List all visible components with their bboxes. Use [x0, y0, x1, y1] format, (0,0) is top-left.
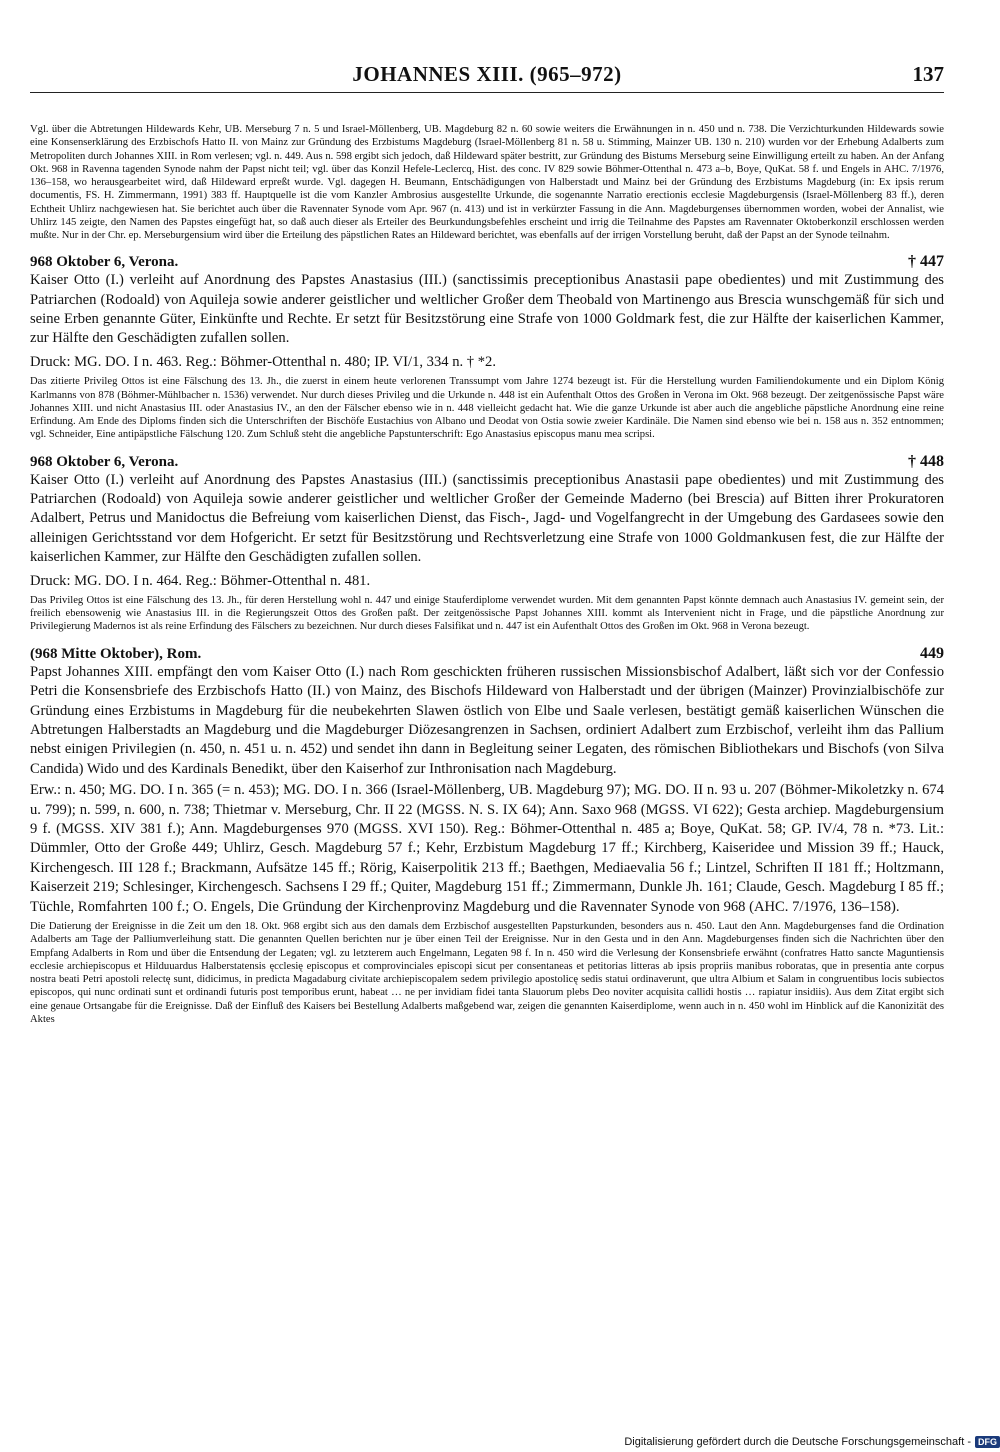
intro-footnote: Vgl. über die Abtretungen Hildewards Kehr, UB. Merseburg 7 n. 5 und Israel-Möllenberg, UB. Magdeburg 82 n. 60 sowie weiters die Erwähnungen in n. 450 und n. 738. Die Verzichturkunden Hildewards sowie eine Konsenserklärung des Erzbischofs Hatto II. von Mainz zur Gründung des Erzbistums Magdeburg (Israel-Möllenberg 81 n. 58 u. Stimming, Mainzer UB. 130 n. 210) wurden vor der Erhebung Adalberts zum Metropoliten durch Johannes XIII. in Rom verlesen; vgl. n. 449. Aus n. 598 ergibt sich jedoch, daß Hildeward später bestritt, zur Gründung des Bistums Merseburg seine Einwilligung erteilt zu haben. An der Anfang Okt. 968 in Ravenna tagenden Synode nahm der Papst nicht teil; vgl. über das Konzil Hefele-Leclercq, Hist. des conc. IV 829 sowie Böhmer-Ottenthal n. 473 a–b, Boye, QuKat. 58 f. und Engels in AHC. 7/1976, 136–158, wo herausgearbeitet wird, daß Hildeward erpreßt wurde. Vgl. dagegen H. Beumann, Entschädigungen von Halberstadt und Mainz bei der Gründung des Erzbistums Magdeburg (in: Ex ipsis rerum documentis, FS. H. Zimmermann, 1991) 383 ff. Hauptquelle ist die vom Kanzler Ambrosius ausgestellte Urkunde, die sogenannte Narratio erectionis ecclesie Magdeburgensis (Israel-Möllenberg 83 ff.), deren Echtheit Uhlirz nachgewiesen hat. Sie berichtet auch über die Ravennater Synode vom Apr. 967 (n. 413) und ist in verkürzter Fassung in die Ann. Magdeburgenses übernommen worden, wobei der Annalist, wie Uhlirz 145 zeigte, den Namen des Papstes eingefügt hat, so daß auch dieser als Erteiler des Beurkundungsbefehles erscheint und irrig die Teilnahme des Papstes am Ravennater Oktoberkonzil erschlossen werden mußte. Nur in der Chr. ep. Merseburgensium wird über die Erteilung des päpstlichen Rates an Hildeward berichtet, was ebenfalls auf der irrigen Vorstellung beruht, daß der Papst an der Synode teilnahm. — [30, 124, 944, 241]
document-page — [30, 58, 944, 1026]
entry-447-body: Kaiser Otto (I.) verleiht auf Anordnung des Papstes Anastasius (III.) (sanctissimis preceptionibus Anastasii pape obedientes) und mit Zustimmung des Patriarchen (Rodoald) von Aquileja sowie anderer geistlicher und weltlicher Großer dem Theobald von Martinengo aus Brescia wunschgemäß für sich und seine Erben genannte Güter, Einkünfte und Rechte. Er setzt für Besitzstörung eine Strafe von 1000 Goldmark fest, die zur Hälfte der kaiserlichen Kammer, zur Hälfte den Geschädigten zufallen sollen. — [30, 272, 944, 347]
entry-448-body: Kaiser Otto (I.) verleiht auf Anordnung des Papstes Anastasius (III.) (sanctissimis preceptionibus Anastasii pape obedientes) und mit Zustimmung des Patriarchen (Rodoald) von Aquileja sowie anderer geistlicher und weltlicher Großer der Gemeinde Maderno (bei Brescia) auf Bitten ihrer Prokuratoren Adalbert, Petrus und Manidoctus die Befreiung vom kaiserlichen Dienst, das Fisch-, Jagd- und Vogelfangrecht in der Umgebung des Gardasees sowie den alleinigen Gerichtsstand vor dem Hofgericht. Er setzt für Besitzstörung und Rechtsverletzung eine Strafe von 1000 Goldmankusen fest, die zur Hälfte der kaiserlichen Kammer, zur Hälfte den Geschädigten zufallen sollen. — [30, 471, 944, 566]
entry-date-place: 968 Oktober 6, Verona. — [30, 453, 179, 470]
digitization-footer — [624, 1436, 1000, 1448]
entry-number: † 448 — [908, 452, 944, 470]
entry-447-heading — [30, 253, 944, 271]
entry-449-body: Papst Johannes XIII. empfängt den vom Kaiser Otto (I.) nach Rom geschickten früheren russischen Missionsbischof Adalbert, läßt sich vor der Confessio Petri die Konsensbriefe des Erzbischofs Hatto (II.) von Mainz, des Bischofs Hildeward von Halberstadt und der übrigen (Mainzer) Provinzialbischöfe zur Gründung eines Erzbistums in Magdeburg für die neubekehrten Slawen östlich von Elbe und Saale verlesen, bestätigt gemäß kaiserlichen Wünschen die Abtretungen Halberstadts an Magdeburg und die Magdeburger Diözesangrenzen in Sachsen, ordiniert Adalbert zum Erzbischof, verleiht ihm das Pallium nebst einigen Privilegien (n. 450, n. 451 u. n. 452) und sendet ihn dann in Begleitung seiner Legaten, des römischen Bibliothekars und Bischofs (von Silva Candida) Wido und des Kardinals Benedikt, über den Kaiserhof zur Inthronisation nach Magdeburg. — [30, 663, 944, 777]
entry-447-sources: Druck: MG. DO. I n. 463. Reg.: Böhmer-Ottenthal n. 480; IP. VI/1, 334 n. † *2. — [30, 353, 496, 370]
entry-448-heading — [30, 453, 944, 471]
page-number: 137 — [912, 62, 944, 86]
entry-number: 449 — [920, 644, 944, 662]
entry-448-sources: Druck: MG. DO. I n. 464. Reg.: Böhmer-Ottenthal n. 481. — [30, 572, 371, 589]
footer-text: Digitalisierung gefördert durch die Deutsche Forschungsgemeinschaft - — [624, 1436, 971, 1448]
page-title: JOHANNES XIII. (965–972) — [352, 62, 622, 86]
entry-date-place: (968 Mitte Oktober), Rom. — [30, 645, 202, 662]
entry-449-note: Die Datierung der Ereignisse in die Zeit um den 18. Okt. 968 ergibt sich aus den damals dem Erzbischof ausgestellten Papsturkunden, besonders aus n. 450. Laut den Ann. Magdeburgenses fand die Ordination Adalberts am Tage der Palliumverleihung statt. Die genannten Quellen berichten nur je über einen Teil der Ereignisse. Nur in den Gesta und in den Ann. Magdeburgenses finden sich die Nachrichten über den Empfang Adalberts in Rom und über die Entsendung der Legaten; vgl. zu letzterem auch Engelmann, Legaten 98 f. In n. 450 wird die Verlesung der Konsensbriefe erwähnt (confratres Hatto sancte Maguntiensis ecclesie archiepiscopus et Hilduuardus Halberstatensis ęcclesię episcopus et comprovinciales episcopi sicut per consentaneas et petitorias litteras ab ipsis propriis manibus roboratas, que in presentia ante corpus nostra beati Petri apostoli relectę sunt, didicimus, in predicta Magadaburg civitate archiepiscopalem sedem privilegio apostolicę sedis statui ordinaverunt, que ultra Albium et Salam in congruentibus locis subiectos episcopos, qui nunc ordinati sunt et ordinandi futuris post temporibus erunt, habeat … ne per invidiam fidei tanta Slauorum plebs Deo noviter acquisita callidi hostis … rapiatur insidiis). Aus dem Zitat ergibt sich eine genaue Ortsangabe für die Ereignisse. Daß der Einfluß des Kaisers bei Bestellung Adalberts maßgebend war, zeigen die genannten Kaiserdiplome, wenn auch in n. 450 wohl im Hinblick auf die Kanonizität des Aktes — [30, 921, 944, 1025]
entry-number: † 447 — [908, 253, 944, 271]
entry-449-sources: Erw.: n. 450; MG. DO. I n. 365 (= n. 453); MG. DO. I n. 366 (Israel-Möllenberg, UB. Magdeburg 97); MG. DO. II n. 93 u. 207 (Böhmer-Mikoletzky n. 674 u. 799); n. 599, n. 600, n. 738; Thietmar v. Merseburg, Chr. II 22 (MGSS. N. S. IX 64); Ann. Saxo 968 (MGSS. VI 622); Gesta archiep. Magdeburgensium 9 f. (MGSS. XIV 381 f.); Ann. Magdeburgenses 970 (MGSS. XVI 150). Reg.: Böhmer-Ottenthal n. 485 a; Boye, QuKat. 58; GP. IV/4, 78 n. *73. Lit.: Dümmler, Otto der Große 449; Uhlirz, Gesch. Magdeburg 57 f.; Kehr, Erzbistum Magdeburg 17 ff.; Kirchberg, Kaiseridee und Mission 39 ff.; Hauck, Kirchengesch. III 128 f.; Brackmann, Aufsätze 145 ff.; Rörig, Kaiserpolitik 213 ff.; Baethgen, Mediaevalia 56 f.; Lintzel, Schriften II 181 ff.; Holtzmann, Kaiserzeit 219; Schlesinger, Kirchengesch. Sachsens I 29 ff.; Quiter, Magdeburg 151 ff.; Zimmermann, Dunkle Jh. 161; Claude, Gesch. Magdeburg I 85 ff.; Tüchle, Romfahrten 100 f.; O. Engels, Die Gründung der Kirchenprovinz Magdeburg und die Ravennater Synode von 968 (AHC. 7/1976, 136–158). — [30, 782, 944, 915]
entry-449-heading — [30, 645, 944, 663]
dfg-logo-icon: DFG — [975, 1436, 1000, 1448]
entry-447-note: Das zitierte Privileg Ottos ist eine Fälschung des 13. Jh., die zuerst in einem heute verlorenen Transsumpt vom Jahre 1274 bezeugt ist. Für die Herstellung wurden Familiendokumente und ein Diplom König Karlmanns von 878 (Böhmer-Mühlbacher n. 1536) verwendet. Nur durch dieses Privileg und die Urkunde n. 448 ist ein Aufenthalt Ottos des Großen in Verona im Okt. 968 bezeugt. Der zeitgenössische Papst wäre Johannes XIII. und nicht Anastasius III. oder Anastasius IV., an den der Fälscher ebenso wie in n. 448 vielleicht gedacht hat. Wie die ganze Urkunde ist aber auch die angebliche päpstliche Anordnung eine reine Erfindung. Am Ende des Diploms finden sich die Unterschriften der Bischöfe Eustachius von Albano und Deodat von Ostia sowie zweier Kardinäle. Die Namen sind ebenso wie bei n. 158 aus n. 352 entnommen; vgl. Schneider, Eine antipäpstliche Fälschung 120. Zum Schluß steht die angebliche Papstunterschrift: Ego Anastasius episcopus manu mea scripsi. — [30, 376, 944, 441]
entry-448-note: Das Privileg Ottos ist eine Fälschung des 13. Jh., für deren Herstellung wohl n. 447 und einige Stauferdiplome verwendet wurden. Mit dem genannten Papst könnte demnach auch Anastasius IV. gemeint sein, der freilich ebensowenig wie Anastasius III. in die Regierungszeit Ottos des Großen paßt. Der zeitgenössische Papst Johannes XIII. kommt als Intervenient nicht in Frage, und die päpstliche Anordnung zur Privilegierung Madernos ist als reine Erfindung des Fälschers zu bezeichnen. Nur durch dieses Falsifikat und n. 447 ist ein Aufenthalt Ottos des Großen im Okt. 968 in Verona bezeugt. — [30, 594, 944, 633]
entry-date-place: 968 Oktober 6, Verona. — [30, 254, 179, 271]
running-header — [30, 58, 944, 93]
